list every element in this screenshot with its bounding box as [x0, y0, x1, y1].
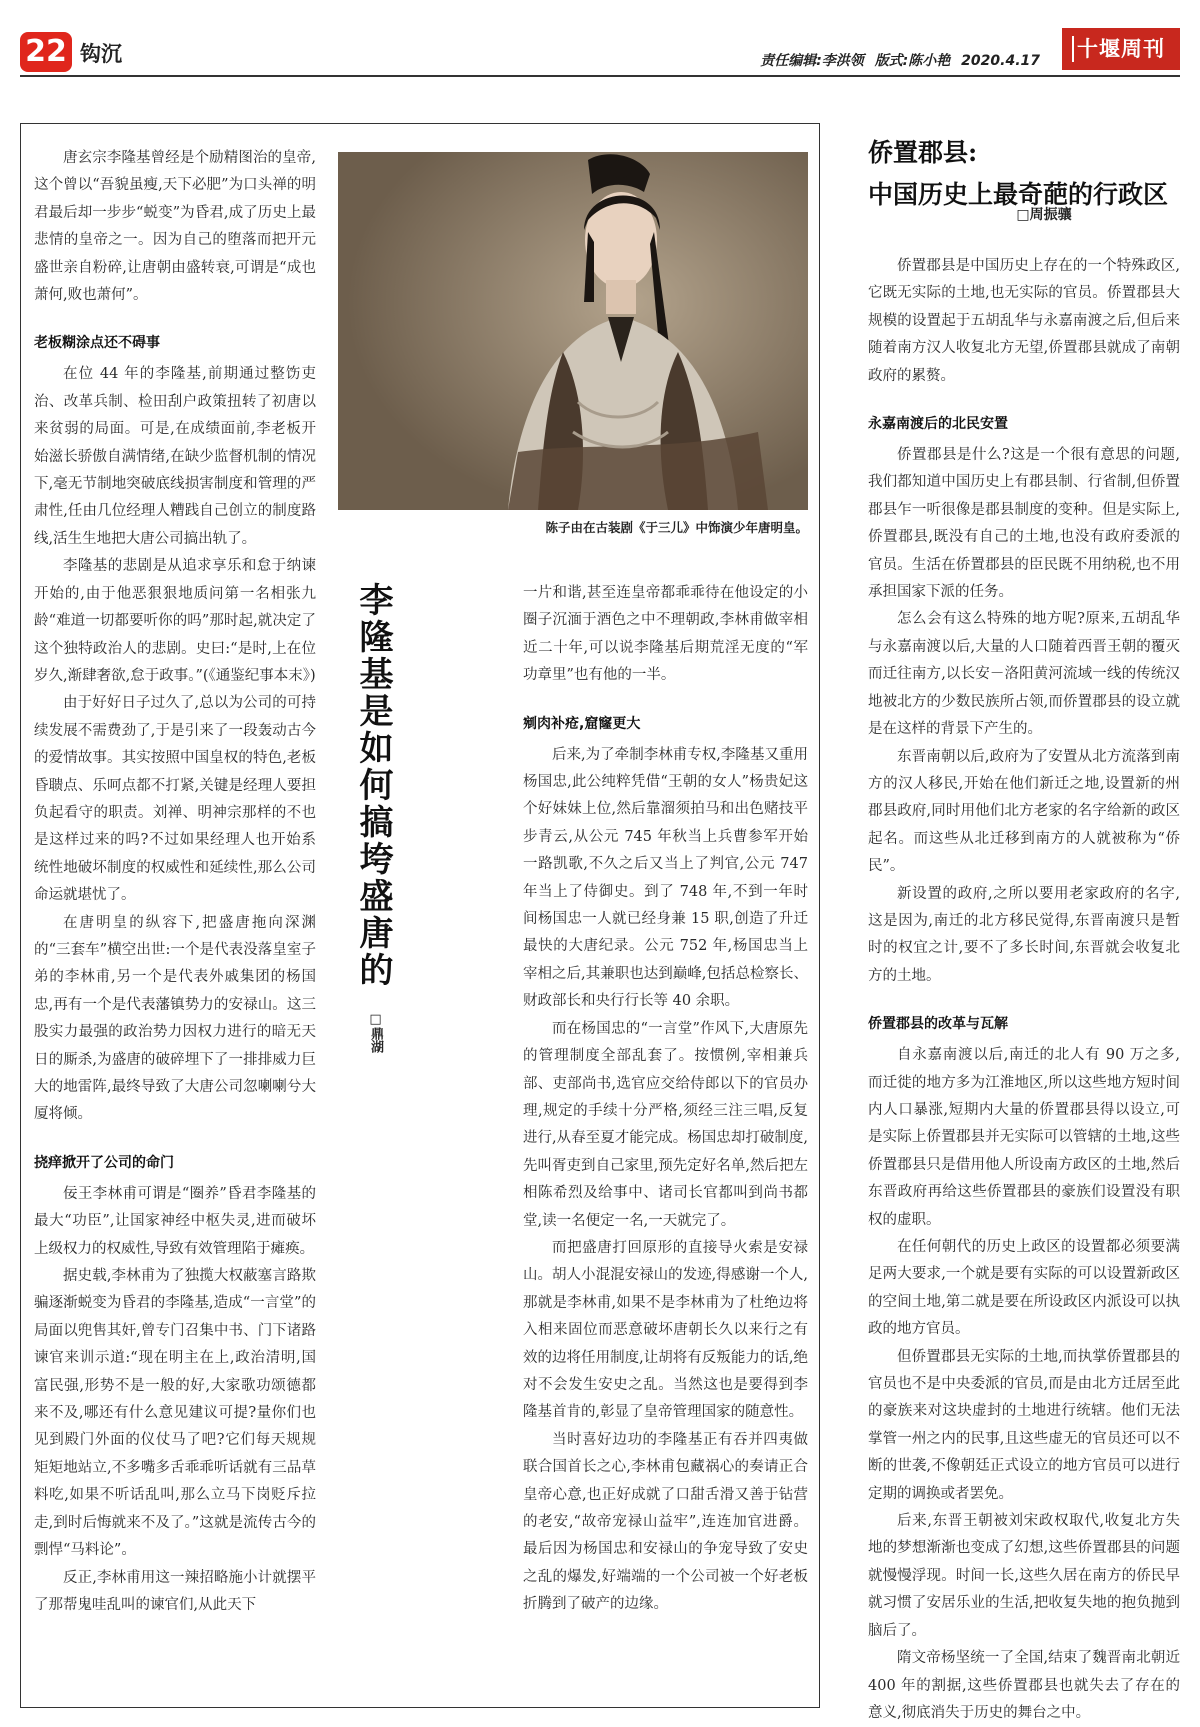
paragraph: 据史载,李林甫为了独揽大权蔽塞言路欺骗逐渐蜕变为昏君的李隆基,造成“一言堂”的局面以兜售其奸,曾专门召集中书、门下诸路谏官来训示道:“现在明主在上,政治清明,国富民强,形势不是一般的好,大家歌功颂德都来不及,哪还有什么意见建议可提?量你们也见到殿门外面的仪仗马了吧?它们每天规规矩矩地站立,不多嘴多舌乖乖听话就有三品草料吃,如果不听话乱叫,那么立马下岗贬斥拉走,到时后悔就来不及了。”这就是流传古今的剽悍“马料论”。 [34, 1268, 316, 1559]
left-article-col1 [34, 145, 316, 1619]
paragraph: 由于好好日子过久了,总以为公司的可持续发展不需费劲了,于是引来了一段轰动古今的爱情故事。其实按照中国皇权的特色,老板昏聩点、乐呵点都不打紧,关键是经理人要担负起看守的职责。刘禅、明神宗那样的不也是这样过来的吗?不过如果经理人也开始系统性地破坏制度的权威性和延续性,那么公司命运就堪忧了。 [34, 695, 316, 904]
paragraph: 在唐明皇的纵容下,把盛唐拖向深渊的“三套车”横空出世:一个是代表没落皇室子弟的李林甫,另一个是代表外戚集团的杨国忠,再有一个是代表藩镇势力的安禄山。这三股实力最强的政治势力因权力进行的暗无天日的厮杀,为盛唐的破碎埋下了一排排威力巨大的地雷阵,最终导致了大唐公司忽喇喇兮大厦将倾。 [34, 914, 316, 1123]
right-title-line2: 中国历史上最奇葩的行政区 [868, 180, 1169, 209]
paragraph: 在位 44 年的李隆基,前期通过整饬吏治、改革兵制、检田刮户政策扭转了初唐以来贫弱的局面。可是,在成绩面前,李老板开始滋长骄傲自满情绪,在缺少监督机制的情况下,毫无节制地突破底线损害制度和管理的严肃性,任由几位经理人糟践自己创立的制度路线,活生生地把大唐公司搞出轨了。 [34, 366, 316, 547]
page-meta [754, 50, 1040, 70]
section-heading: 剜肉补疮,窟窿更大 [523, 715, 641, 732]
layout-credit: 版式:陈小艳 [874, 53, 951, 69]
section-heading: 侨置郡县的改革与瓦解 [868, 1016, 1008, 1033]
paragraph: 但侨置郡县无实际的土地,而执掌侨置郡县的官员也不是中央委派的官员,而是由北方迁居至此的豪族来对这块虚封的土地进行统辖。他们无法掌管一州之内的民事,且这些虚无的官员还可以不断的世袭,不像朝廷正式设立的地方官员可以进行定期的调换或者罢免。 [868, 1348, 1180, 1502]
paragraph: 后来,东晋王朝被刘宋政权取代,收复北方失地的梦想渐渐也变成了幻想,这些侨置郡县的问题就慢慢浮现。时间一长,这些久居在南方的侨民早就习惯了安居乐业的生活,把收复失地的抱负抛到脑后了。 [868, 1513, 1180, 1639]
paragraph: 后来,为了牵制李林甫专权,李隆基又重用杨国忠,此公纯粹凭借“王朝的女人”杨贵妃这个好妹妹上位,然后靠溜须拍马和出色赌技平步青云,从公元 745 年秋当上兵曹参军开始一路凯歌,不久之后又当上了判官,公元 747 年当上了侍御史。到了 748 年,不到一年时间杨国忠一人就已经身兼 15 职,创造了升迁最快的大唐纪录。公元 752 年,杨国忠当上宰相之后,其兼职也达到巅峰,包括总检察长、财政部长和央行行长等 40 余职。 [523, 746, 808, 1010]
left-article-author: □鼎湖 [368, 1012, 383, 1053]
page-header [20, 28, 1180, 74]
page-number: 22 [20, 32, 72, 72]
paragraph: 佞王李林甫可谓是“圈养”昏君李隆基的最大“功臣”,让国家神经中枢失灵,进而破坏上级权力的权威性,导致有效管理陷于瘫痪。 [34, 1185, 316, 1257]
photo-illustration [338, 152, 808, 510]
newspaper-logo: 十堰周刊 [1062, 28, 1180, 70]
paragraph: 而在杨国忠的“一言堂”作风下,大唐原先的管理制度全部乱套了。按惯例,宰相兼兵部、吏部尚书,选官应交给侍郎以下的官员办理,规定的手续十分严格,须经三注三唱,反复进行,从春至夏才能完成。杨国忠却打破制度,先叫胥吏到自己家里,预先定好名单,然后把左相陈希烈及给事中、诸司长官都叫到尚书都堂,读一名便定一名,一天就完了。 [523, 1020, 808, 1229]
editor-credit: 责任编辑:李洪领 [760, 53, 864, 69]
article-photo [338, 152, 808, 510]
left-article-col2 [523, 580, 808, 1619]
paragraph: 侨置郡县是中国历史上存在的一个特殊政区,它既无实际的土地,也无实际的官员。侨置郡县大规模的设置起于五胡乱华与永嘉南渡之后,但后来随着南方汉人收复北方无望,侨置郡县就成了南朝政府的累赘。 [868, 258, 1180, 384]
paragraph: 自永嘉南渡以后,南迁的北人有 90 万之多,而迁徙的地方多为江淮地区,所以这些地方短时间内人口暴涨,短期内大量的侨置郡县得以设立,可是实际上侨置郡县并无实际可以管辖的土地,这些侨置郡县只是借用他人所设南方政区的土地,然后东晋政府再给这些侨置郡县的豪族们设置没有职权的虚职。 [868, 1047, 1180, 1228]
section-heading: 挠痒掀开了公司的命门 [34, 1154, 174, 1171]
paragraph: 李隆基的悲剧是从追求享乐和怠于纳谏开始的,由于他恶狠狠地质问第一名相张九龄“难道一切都要听你的吗”那时起,就决定了这个独特政治人的悲剧。史曰:“是时,上在位岁久,渐肆奢欲,怠于政事。”(《通鉴纪事本末》) [34, 558, 316, 684]
section-heading: 老板糊涂点还不碍事 [34, 335, 160, 352]
paragraph: 一片和谐,甚至连皇帝都乖乖待在他设定的小圈子沉湎于酒色之中不理朝政,李林甫做宰相近二十年,可以说李隆基后期荒淫无度的“军功章里”也有他的一半。 [523, 585, 808, 684]
right-title-line1: 侨置郡县: [868, 138, 978, 167]
paragraph: 隋文帝杨坚统一了全国,结束了魏晋南北朝近 400 年的割据,这些侨置郡县也就失去了存在的意义,彻底消失于历史的舞台之中。 [868, 1650, 1180, 1721]
issue-date: 2020.4.17 [961, 53, 1040, 69]
paragraph: 唐玄宗李隆基曾经是个励精图治的皇帝,这个曾以“吾貌虽瘦,天下必肥”为口头禅的明君最后却一步步“蜕变”为昏君,成了历史上最悲情的皇帝之一。因为自己的堕落而把开元盛世亲自粉碎,让唐朝由盛转衰,可谓是“成也萧何,败也萧何”。 [34, 150, 316, 304]
paragraph: 在任何朝代的历史上政区的设置都必须要满足两大要求,一个就是要有实际的可以设置新政区的空间土地,第二就是要在所设政区内派设可以执政的地方官员。 [868, 1239, 1180, 1338]
left-article-title: 李隆基是如何搞垮盛唐的 [353, 582, 393, 989]
paragraph: 侨置郡县是什么?这是一个很有意思的问题,我们都知道中国历史上有郡县制、行省制,但侨置郡县乍一听很像是郡县制度的变种。但是实际上,侨置郡县,既没有自己的土地,也没有政府委派的官员。生活在侨置郡县的臣民既不用纳税,也不用承担国家下派的任务。 [868, 447, 1180, 601]
paragraph: 而把盛唐打回原形的直接导火索是安禄山。胡人小混混安禄山的发迹,得感谢一个人,那就是李林甫,如果不是李林甫为了杜绝边将入相来固位而恶意破坏唐朝长久以来行之有效的边将任用制度,让胡将有反叛能力的话,绝对不会发生安史之乱。当然这也是要得到李隆基首肯的,彰显了皇帝管理国家的随意性。 [523, 1239, 808, 1421]
photo-caption: 陈子由在古装剧《于三儿》中饰演少年唐明皇。 [545, 520, 808, 535]
paragraph: 当时喜好边功的李隆基正有吞并四夷做联合国首长之心,李林甫包藏祸心的奏请正合皇帝心意,也正好成就了口甜舌滑又善于钻营的老安,“故帝宠禄山益牢”,连连加官进爵。最后因为杨国忠和安禄山的争宠导致了安史之乱的爆发,好端端的一个公司被一个好老板折腾到了破产的边缘。 [523, 1431, 808, 1613]
paragraph: 怎么会有这么特殊的地方呢?原来,五胡乱华与永嘉南渡以后,大量的人口随着西晋王朝的覆灭而迁往南方,以长安－洛阳黄河流域一线的传统汉地被北方的少数民族所占领,而侨置郡县的设立就是在这样的背景下产生的。 [868, 611, 1180, 738]
paragraph: 新设置的政府,之所以要用老家政府的名字,这是因为,南迁的北方移民觉得,东晋南渡只是暂时的权宜之计,要不了多长时间,东晋就会收复北方的土地。 [868, 885, 1180, 984]
right-article-author: □周振骧 [1016, 207, 1072, 223]
paragraph: 东晋南朝以后,政府为了安置从北方流落到南方的汉人移民,开始在他们新迁之地,设置新的州郡县政府,同时用他们北方老家的名字给新的政区起名。而这些从北迁移到南方的人就被称为“侨民”。 [868, 748, 1180, 875]
right-article-body [868, 253, 1180, 1727]
header-rule [20, 75, 1180, 77]
paragraph: 反正,李林甫用这一辣招略施小计就摆平了那帮鬼哇乱叫的谏官们,从此天下 [34, 1569, 316, 1613]
section-heading: 永嘉南渡后的北民安置 [868, 416, 1008, 433]
section-name: 钩沉 [80, 42, 122, 66]
